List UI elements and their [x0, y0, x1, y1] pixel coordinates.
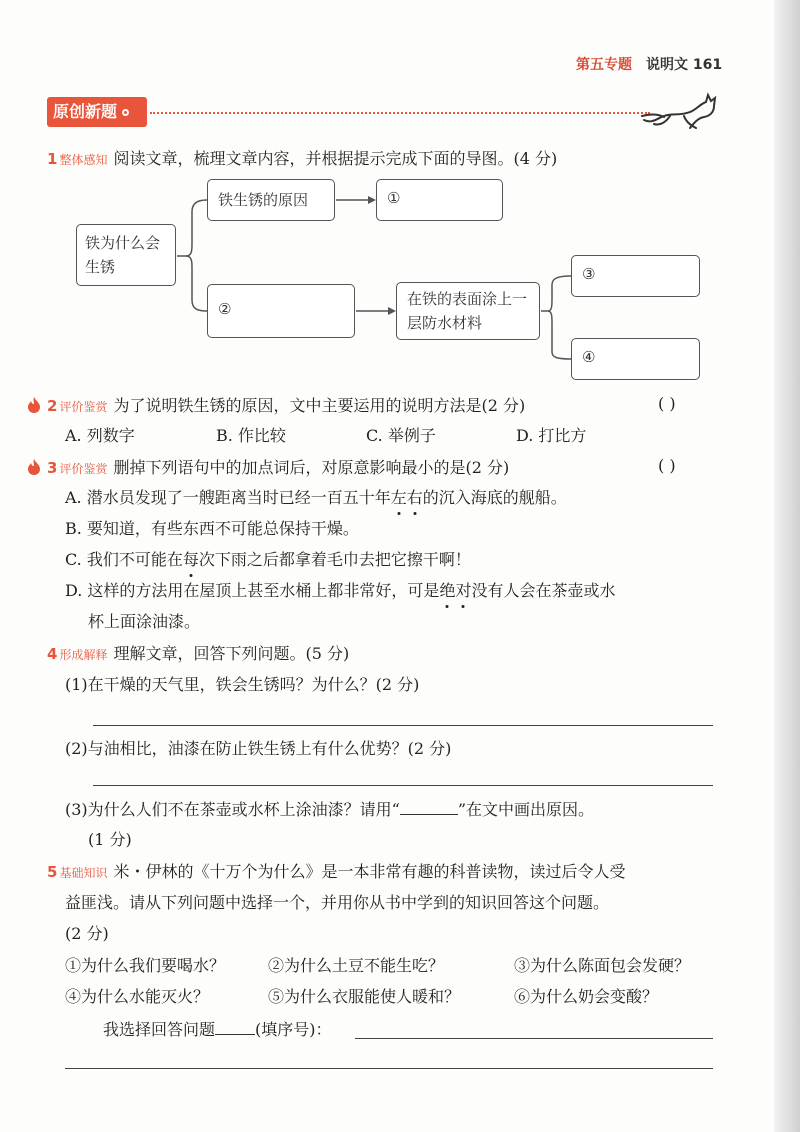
q3-option-d — [65, 579, 615, 603]
q4-sub3-pre: (3)为什么人们不在茶壶或水杯上涂油漆？请用“ — [65, 800, 400, 819]
q4-tag: 形成解释 — [59, 648, 108, 662]
q3-heading — [47, 456, 509, 481]
q2-option-c: C. 举例子 — [366, 426, 436, 445]
q3-tag: 评价鉴赏 — [59, 462, 108, 476]
q2-text: 为了说明铁生锈的原因，文中主要运用的说明方法是(2 分) — [113, 396, 526, 415]
q5-opt-3: ③为什么陈面包会发硬？ — [514, 956, 691, 975]
q5-score: (2 分) — [65, 924, 109, 943]
q4-answer-line-1[interactable] — [93, 725, 713, 726]
q5-answer-pre: 我选择回答问题 — [103, 1020, 216, 1039]
q2-tag: 评价鉴赏 — [59, 400, 108, 414]
q1-num: 1 — [47, 150, 58, 168]
q5-line2: 益匪浅。请从下列问题中选择一个，并用你从书中学到的知识回答这个问题。 — [65, 893, 610, 912]
q4-sub3 — [65, 798, 594, 822]
q5-opt-4: ④为什么水能灭火？ — [65, 987, 210, 1006]
map-connectors — [0, 0, 800, 400]
map-blank2[interactable]: ② — [207, 284, 355, 338]
q4-sub3-score: (1 分) — [88, 830, 132, 849]
q3-option-c — [65, 548, 471, 572]
q3-c-pre: C. 我们不可能在 — [65, 550, 183, 569]
banner-title: 原创新题 — [53, 102, 118, 121]
q5-answer-post: (填序号)： — [255, 1020, 332, 1039]
q3-a-post: 的沉入海底的舰船。 — [422, 488, 567, 507]
q5-opt-5: ⑤为什么衣服能使人暖和？ — [268, 987, 461, 1006]
q5-heading — [47, 860, 625, 885]
q4-text: 理解文章，回答下列问题。(5 分) — [113, 644, 350, 663]
q1-text: 阅读文章，梳理文章内容，并根据提示完成下面的导图。(4 分) — [113, 149, 558, 168]
q5-number-blank[interactable] — [215, 1020, 255, 1035]
q4-heading — [47, 642, 349, 667]
q3-answer-paren[interactable]: ( ) — [658, 456, 676, 475]
map-cause: 铁生锈的原因 — [207, 179, 335, 221]
q3-a-emph2: 右 — [406, 488, 423, 507]
map-blank3[interactable]: ③ — [571, 255, 700, 297]
q2-option-a: A. 列数字 — [65, 426, 135, 445]
q3-option-b: B. 要知道，有些东西不可能总保持干燥。 — [65, 519, 359, 538]
map-method: 在铁的表面涂上一层防水材料 — [396, 282, 540, 340]
q4-sub2: (2)与油相比，油漆在防止铁生锈上有什么优势？(2 分) — [65, 739, 452, 758]
q3-d-emph2: 对 — [455, 581, 472, 600]
q2-heading — [47, 394, 525, 419]
map-blank1[interactable]: ① — [376, 179, 503, 221]
q3-text: 删掉下列语句中的加点词后，对原意影响最小的是(2 分) — [113, 458, 510, 477]
q5-opt-6: ⑥为什么奶会变酸？ — [514, 987, 659, 1006]
q3-d-emph1: 绝 — [439, 581, 456, 600]
q5-answer-prompt — [103, 1018, 332, 1042]
header-section: 第五专题 — [576, 57, 632, 73]
q3-num: 3 — [47, 459, 58, 477]
q1-tag: 整体感知 — [59, 153, 108, 167]
q5-answer-line-2[interactable] — [65, 1068, 713, 1069]
q2-option-d: D. 打比方 — [516, 426, 587, 445]
q3-option-a — [65, 486, 567, 510]
q2-answer-paren[interactable]: ( ) — [658, 394, 676, 413]
q4-sub1: (1)在干燥的天气里，铁会生锈吗？为什么？(2 分) — [65, 675, 420, 694]
q3-c-emph: 每 — [182, 550, 199, 569]
q3-a-emph1: 左 — [390, 488, 407, 507]
page-edge — [774, 0, 800, 1132]
map-root: 铁为什么会生锈 — [76, 224, 176, 286]
q5-num: 5 — [47, 863, 58, 881]
q4-num: 4 — [47, 645, 58, 663]
q3-d-pre: D. 这样的方法用在屋顶上甚至水桶上都非常好，可是 — [65, 581, 440, 600]
q3-d-post: 没有人会在茶壶或水 — [471, 581, 616, 600]
header-page: 说明文 161 — [646, 57, 723, 73]
q4-sub3-post: ”在文中画出原因。 — [457, 800, 595, 819]
q5-tag: 基础知识 — [59, 866, 108, 880]
q5-line1: 米・伊林的《十万个为什么》是一本非常有趣的科普读物，读过后令人受 — [113, 862, 626, 881]
fire-icon — [27, 396, 41, 414]
q2-num: 2 — [47, 397, 58, 415]
map-blank4[interactable]: ④ — [571, 338, 700, 380]
q3-option-d-line2: 杯上面涂油漆。 — [88, 612, 201, 631]
underline-blank — [400, 800, 458, 815]
q4-answer-line-2[interactable] — [93, 785, 713, 786]
q3-a-pre: A. 潜水员发现了一艘距离当时已经一百五十年 — [65, 488, 391, 507]
q2-option-b: B. 作比较 — [216, 426, 286, 445]
q5-answer-line-1[interactable] — [355, 1038, 713, 1039]
q3-c-post: 次下雨之后都拿着毛巾去把它擦干啊！ — [198, 550, 471, 569]
fire-icon — [27, 458, 41, 476]
q5-opt-2: ②为什么土豆不能生吃？ — [268, 956, 445, 975]
q5-opt-1: ①为什么我们要喝水？ — [65, 956, 226, 975]
